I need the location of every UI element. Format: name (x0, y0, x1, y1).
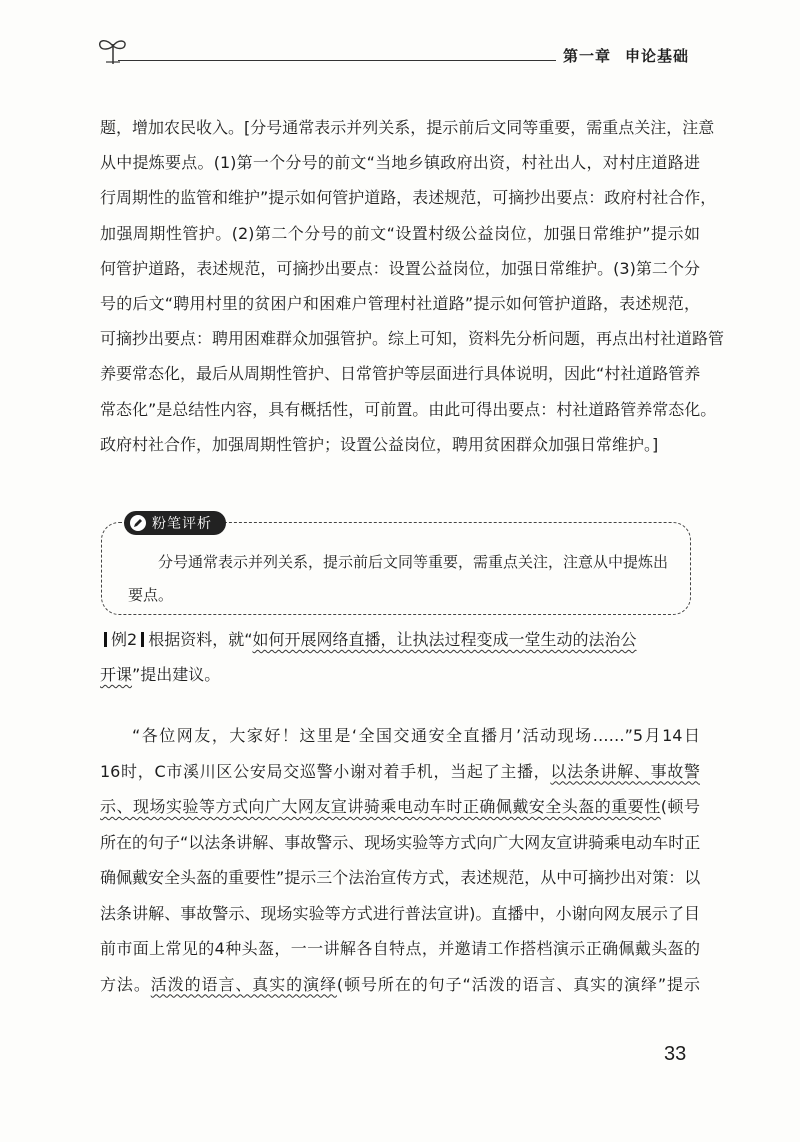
pencil-icon (130, 515, 146, 531)
question-emphasis: 如何开展网络直播，让执法过程变成一堂生动的法治公 (252, 630, 637, 649)
example-bar-left (104, 632, 107, 647)
analysis-tab-label: 粉笔评析 (152, 516, 212, 532)
text-line (100, 789, 700, 825)
text-segment: 方法。 (100, 974, 151, 994)
underlined-text: 活泼的语言、真实的演绎 (150, 974, 337, 994)
text-line: 养要常态化，最后从周期性管护、日常管护等层面进行具体说明，因此“村社道路管养 (100, 364, 701, 384)
question-emphasis-cont: 开课 (100, 665, 133, 684)
underlined-text: 以法条讲解、事故警 (550, 761, 700, 781)
chapter-number: 第一章 (563, 47, 612, 65)
text-line: 何管护道路，表述规范，可摘抄出要点：设置公益岗位，加强日常维护。(3)第二个分 (100, 258, 700, 278)
chapter-heading (563, 45, 689, 66)
header-rule (118, 60, 556, 61)
question-suffix: ”提出建议。 (132, 665, 221, 684)
text-line: 确佩戴安全头盔的重要性”提示三个法治宣传方式，表述规范，从中可摘抄出对策：以 (100, 868, 701, 887)
text-line: 法条讲解、事故警示、现场实验等方式进行普法宣讲)。直播中，小谢向网友展示了目 (100, 903, 700, 923)
text-line: 要点。 (128, 586, 174, 604)
text-line: 常态化”是总结性内容，具有概括性，可前置。由此可得出要点：村社道路管养常态化。 (100, 399, 717, 419)
chapter-title: 申论基础 (625, 47, 690, 65)
text-line: 题，增加农民收入。[分号通常表示并列关系，提示前后文同等重要，需重点关注，注意 (100, 118, 715, 137)
analysis-tab (124, 511, 226, 535)
text-line (100, 622, 700, 657)
text-segment: (顿号 (660, 797, 700, 816)
underlined-text: 示、现场实验等方式向广大网友宣讲骑乘电动车时正确佩戴安全头盔的重要性 (100, 797, 661, 816)
text-segment: 16时，C市溪川区公安局交巡警小谢对着手机，当起了主播， (100, 761, 551, 781)
page-number: 33 (664, 1043, 687, 1065)
example-bar-right (141, 632, 144, 647)
analysis-text (128, 546, 668, 612)
example-label: 例2 (111, 630, 138, 649)
example-2-question (100, 622, 700, 692)
text-segment: (顿号所在的句子“活泼的语言、真实的演绎”提示 (336, 974, 700, 994)
text-line: 从中提炼要点。(1)第一个分号的前文“当地乡镇政府出资，村社出人，对村庄道路进 (100, 153, 700, 173)
body-paragraph-1 (100, 110, 725, 462)
text-line (100, 967, 700, 1003)
sprout-icon (96, 34, 130, 66)
text-line: 行周期性的监管和维护”提示如何管护道路，表述规范，可摘抄出要点：政府村社合作， (100, 188, 717, 208)
question-prefix: 根据资料，就“ (148, 630, 253, 649)
text-line: 分号通常表示并列关系，提示前后文同等重要，需重点关注，注意从中提炼出 (158, 553, 669, 571)
text-line: “各位网友，大家好！这里是‘全国交通安全直播月’活动现场……”5月14日 (132, 726, 700, 745)
text-line: 政府村社合作，加强周期性管护；设置公益岗位，聘用贫困群众加强日常维护。] (100, 434, 659, 454)
text-line (100, 754, 700, 790)
text-line: 加强周期性管护。(2)第二个分号的前文“设置村级公益岗位，加强日常维护”提示如 (100, 223, 700, 243)
text-line: 号的后文“聘用村里的贫困户和困难户管理村社道路”提示如何管护道路，表述规范， (100, 294, 700, 314)
text-line: 可摘抄出要点：聘用困难群众加强管护。综上可知，资料先分析问题，再点出村社道路管 (100, 329, 725, 349)
text-line (100, 657, 700, 692)
text-line: 所在的句子“以法条讲解、事故警示、现场实验等方式向广大网友宣讲骑乘电动车时正 (100, 832, 701, 852)
material-paragraph (100, 718, 700, 1002)
text-line: 前市面上常见的4种头盔，一一讲解各自特点，并邀请工作搭档演示正确佩戴头盔的 (100, 939, 700, 958)
